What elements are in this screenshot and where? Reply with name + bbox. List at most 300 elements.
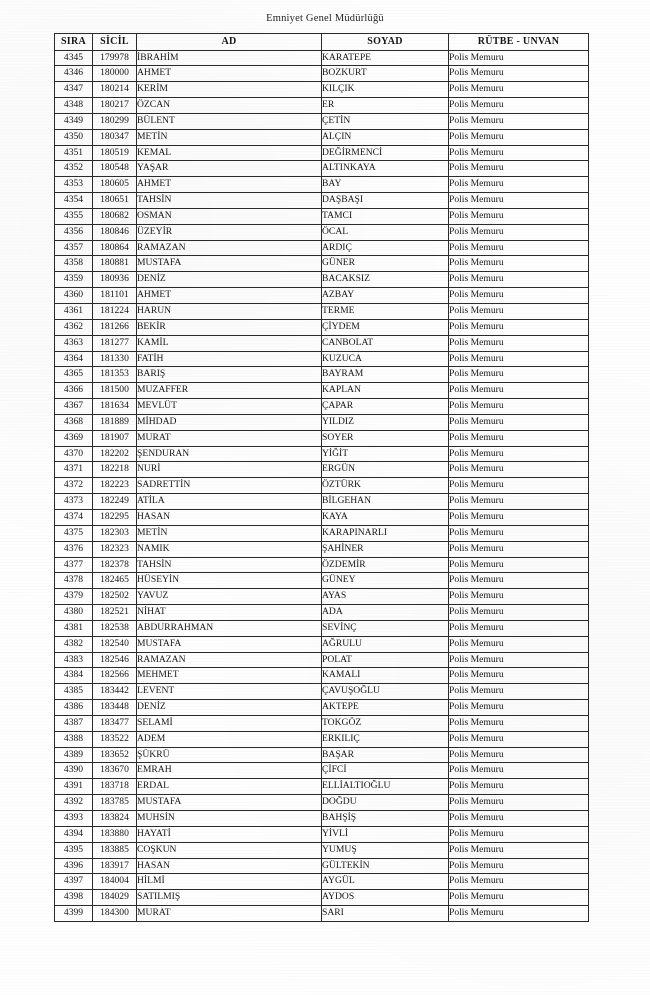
cell-rutbe: Polis Memuru (449, 842, 589, 858)
table-row (55, 145, 589, 161)
cell-sicil: 182465 (93, 573, 137, 589)
cell-rutbe: Polis Memuru (449, 811, 589, 827)
cell-soyad: ERKILIÇ (322, 731, 449, 747)
table-row (55, 399, 589, 415)
table-body (55, 50, 589, 921)
cell-sira: 4395 (55, 842, 93, 858)
cell-soyad: ADA (322, 605, 449, 621)
cell-rutbe: Polis Memuru (449, 272, 589, 288)
cell-sicil: 182566 (93, 668, 137, 684)
cell-rutbe: Polis Memuru (449, 605, 589, 621)
cell-sicil: 182378 (93, 557, 137, 573)
cell-ad: ABDURRAHMAN (137, 620, 322, 636)
cell-sicil: 180217 (93, 98, 137, 114)
cell-sicil: 181907 (93, 430, 137, 446)
cell-rutbe: Polis Memuru (449, 589, 589, 605)
cell-ad: KAMİL (137, 335, 322, 351)
cell-ad: HİLMİ (137, 874, 322, 890)
table-row (55, 684, 589, 700)
cell-soyad: GÜNER (322, 256, 449, 272)
cell-rutbe: Polis Memuru (449, 50, 589, 66)
table-header (55, 34, 589, 51)
cell-sira: 4362 (55, 319, 93, 335)
cell-sicil: 182521 (93, 605, 137, 621)
table-row (55, 98, 589, 114)
cell-sicil: 183917 (93, 858, 137, 874)
page-title: Emniyet Genel Müdürlüğü (266, 13, 384, 24)
cell-sira: 4382 (55, 636, 93, 652)
table-row (55, 700, 589, 716)
cell-ad: BARIŞ (137, 367, 322, 383)
cell-rutbe: Polis Memuru (449, 509, 589, 525)
cell-soyad: KAPLAN (322, 383, 449, 399)
cell-sicil: 181500 (93, 383, 137, 399)
cell-soyad: BACAKSIZ (322, 272, 449, 288)
cell-ad: METİN (137, 129, 322, 145)
cell-soyad: ÇİYDEM (322, 319, 449, 335)
cell-soyad: SARI (322, 906, 449, 922)
cell-rutbe: Polis Memuru (449, 351, 589, 367)
cell-sira: 4348 (55, 98, 93, 114)
cell-soyad: ALTINKAYA (322, 161, 449, 177)
cell-ad: OSMAN (137, 208, 322, 224)
cell-rutbe: Polis Memuru (449, 906, 589, 922)
cell-rutbe: Polis Memuru (449, 208, 589, 224)
cell-ad: MUSTAFA (137, 795, 322, 811)
cell-rutbe: Polis Memuru (449, 319, 589, 335)
cell-soyad: AYGÜL (322, 874, 449, 890)
cell-ad: YAŞAR (137, 161, 322, 177)
cell-soyad: SEVİNÇ (322, 620, 449, 636)
cell-sira: 4394 (55, 826, 93, 842)
table-row (55, 288, 589, 304)
cell-sicil: 180548 (93, 161, 137, 177)
cell-ad: NAMIK (137, 541, 322, 557)
cell-ad: DENİZ (137, 700, 322, 716)
cell-rutbe: Polis Memuru (449, 66, 589, 82)
cell-sira: 4370 (55, 446, 93, 462)
cell-sicil: 183880 (93, 826, 137, 842)
cell-sicil: 182502 (93, 589, 137, 605)
cell-sira: 4386 (55, 700, 93, 716)
table-row (55, 906, 589, 922)
cell-rutbe: Polis Memuru (449, 98, 589, 114)
cell-rutbe: Polis Memuru (449, 668, 589, 684)
cell-ad: HÜSEYİN (137, 573, 322, 589)
cell-ad: BEKİR (137, 319, 322, 335)
table-row (55, 811, 589, 827)
cell-sira: 4356 (55, 224, 93, 240)
cell-sira: 4346 (55, 66, 93, 82)
cell-soyad: AYDOS (322, 890, 449, 906)
cell-ad: MUZAFFER (137, 383, 322, 399)
cell-soyad: BAY (322, 177, 449, 193)
cell-ad: TAHSİN (137, 557, 322, 573)
cell-sira: 4368 (55, 414, 93, 430)
cell-rutbe: Polis Memuru (449, 890, 589, 906)
cell-soyad: KARAPINARLI (322, 525, 449, 541)
cell-ad: AHMET (137, 288, 322, 304)
cell-sira: 4350 (55, 129, 93, 145)
table-row (55, 589, 589, 605)
cell-sira: 4380 (55, 605, 93, 621)
column-header-soyad: SOYAD (322, 34, 449, 51)
cell-sicil: 183785 (93, 795, 137, 811)
cell-sicil: 180299 (93, 113, 137, 129)
cell-soyad: GÜLTEKİN (322, 858, 449, 874)
table-row (55, 224, 589, 240)
cell-soyad: AĞRULU (322, 636, 449, 652)
cell-sira: 4366 (55, 383, 93, 399)
cell-rutbe: Polis Memuru (449, 478, 589, 494)
cell-sira: 4375 (55, 525, 93, 541)
cell-sira: 4349 (55, 113, 93, 129)
cell-sira: 4364 (55, 351, 93, 367)
cell-sicil: 182538 (93, 620, 137, 636)
cell-sicil: 183522 (93, 731, 137, 747)
cell-ad: MUSTAFA (137, 636, 322, 652)
cell-ad: ŞÜKRÜ (137, 747, 322, 763)
cell-ad: ŞENDURAN (137, 446, 322, 462)
cell-sicil: 182249 (93, 494, 137, 510)
cell-ad: HASAN (137, 858, 322, 874)
cell-soyad: ÇAPAR (322, 399, 449, 415)
cell-sicil: 180347 (93, 129, 137, 145)
table-row (55, 525, 589, 541)
cell-rutbe: Polis Memuru (449, 177, 589, 193)
cell-sira: 4353 (55, 177, 93, 193)
cell-soyad: ERGÜN (322, 462, 449, 478)
column-header-sira: SIRA (55, 34, 93, 51)
cell-sicil: 181634 (93, 399, 137, 415)
table-row (55, 208, 589, 224)
table-row (55, 573, 589, 589)
cell-ad: DENİZ (137, 272, 322, 288)
table-row (55, 50, 589, 66)
cell-sira: 4393 (55, 811, 93, 827)
table-row (55, 272, 589, 288)
cell-ad: ERDAL (137, 779, 322, 795)
cell-sicil: 180214 (93, 82, 137, 98)
cell-soyad: ÇİFCİ (322, 763, 449, 779)
table-row (55, 161, 589, 177)
cell-soyad: ÖZDEMİR (322, 557, 449, 573)
table-row (55, 652, 589, 668)
table-row (55, 383, 589, 399)
cell-soyad: ELLİALTIOĞLU (322, 779, 449, 795)
table-row (55, 795, 589, 811)
cell-sicil: 180881 (93, 256, 137, 272)
cell-sicil: 182303 (93, 525, 137, 541)
cell-sira: 4392 (55, 795, 93, 811)
cell-ad: KERİM (137, 82, 322, 98)
cell-sicil: 180936 (93, 272, 137, 288)
cell-ad: AHMET (137, 177, 322, 193)
cell-ad: MURAT (137, 430, 322, 446)
cell-soyad: ARDIÇ (322, 240, 449, 256)
cell-soyad: SOYER (322, 430, 449, 446)
cell-soyad: ÖZTÜRK (322, 478, 449, 494)
cell-rutbe: Polis Memuru (449, 414, 589, 430)
cell-soyad: AYAS (322, 589, 449, 605)
cell-sira: 4388 (55, 731, 93, 747)
cell-soyad: AZBAY (322, 288, 449, 304)
cell-sicil: 182223 (93, 478, 137, 494)
cell-rutbe: Polis Memuru (449, 145, 589, 161)
cell-sira: 4354 (55, 193, 93, 209)
cell-sicil: 182218 (93, 462, 137, 478)
cell-soyad: YUMUŞ (322, 842, 449, 858)
cell-sira: 4372 (55, 478, 93, 494)
table-row (55, 890, 589, 906)
cell-soyad: ÇETİN (322, 113, 449, 129)
table-row (55, 351, 589, 367)
cell-rutbe: Polis Memuru (449, 193, 589, 209)
cell-rutbe: Polis Memuru (449, 557, 589, 573)
cell-sira: 4383 (55, 652, 93, 668)
cell-rutbe: Polis Memuru (449, 858, 589, 874)
table-row (55, 605, 589, 621)
cell-soyad: KILÇIK (322, 82, 449, 98)
table-row (55, 367, 589, 383)
cell-ad: KEMAL (137, 145, 322, 161)
cell-rutbe: Polis Memuru (449, 240, 589, 256)
cell-ad: YAVUZ (137, 589, 322, 605)
cell-sira: 4357 (55, 240, 93, 256)
cell-sicil: 183442 (93, 684, 137, 700)
cell-sira: 4385 (55, 684, 93, 700)
cell-sira: 4374 (55, 509, 93, 525)
cell-rutbe: Polis Memuru (449, 161, 589, 177)
cell-ad: ÜZEYİR (137, 224, 322, 240)
cell-sicil: 184029 (93, 890, 137, 906)
cell-ad: TAHSİN (137, 193, 322, 209)
cell-sicil: 181266 (93, 319, 137, 335)
cell-ad: METİN (137, 525, 322, 541)
cell-ad: HAYATİ (137, 826, 322, 842)
cell-ad: LEVENT (137, 684, 322, 700)
cell-sicil: 179978 (93, 50, 137, 66)
cell-ad: RAMAZAN (137, 240, 322, 256)
cell-rutbe: Polis Memuru (449, 399, 589, 415)
table-row (55, 335, 589, 351)
cell-sicil: 182202 (93, 446, 137, 462)
cell-sicil: 183448 (93, 700, 137, 716)
cell-sira: 4369 (55, 430, 93, 446)
cell-soyad: BOZKURT (322, 66, 449, 82)
cell-sira: 4351 (55, 145, 93, 161)
table-row (55, 636, 589, 652)
cell-rutbe: Polis Memuru (449, 383, 589, 399)
cell-sira: 4397 (55, 874, 93, 890)
table-row (55, 715, 589, 731)
cell-sicil: 182540 (93, 636, 137, 652)
cell-rutbe: Polis Memuru (449, 874, 589, 890)
cell-soyad: GÜNEY (322, 573, 449, 589)
cell-ad: MEVLÜT (137, 399, 322, 415)
cell-soyad: BİLGEHAN (322, 494, 449, 510)
cell-soyad: YILDIZ (322, 414, 449, 430)
cell-ad: MURAT (137, 906, 322, 922)
table-row (55, 430, 589, 446)
table-row (55, 82, 589, 98)
cell-ad: MUHSİN (137, 811, 322, 827)
cell-rutbe: Polis Memuru (449, 715, 589, 731)
table-row (55, 557, 589, 573)
cell-rutbe: Polis Memuru (449, 795, 589, 811)
cell-soyad: KUZUCA (322, 351, 449, 367)
cell-sira: 4365 (55, 367, 93, 383)
cell-sira: 4389 (55, 747, 93, 763)
cell-ad: COŞKUN (137, 842, 322, 858)
cell-rutbe: Polis Memuru (449, 256, 589, 272)
table-row (55, 747, 589, 763)
cell-sicil: 182323 (93, 541, 137, 557)
cell-sicil: 180000 (93, 66, 137, 82)
cell-sira: 4355 (55, 208, 93, 224)
cell-ad: MUSTAFA (137, 256, 322, 272)
cell-sicil: 184300 (93, 906, 137, 922)
cell-rutbe: Polis Memuru (449, 573, 589, 589)
cell-rutbe: Polis Memuru (449, 826, 589, 842)
column-header-ad: AD (137, 34, 322, 51)
table-row (55, 509, 589, 525)
cell-ad: SATILMIŞ (137, 890, 322, 906)
cell-sira: 4376 (55, 541, 93, 557)
cell-ad: RAMAZAN (137, 652, 322, 668)
table-row (55, 177, 589, 193)
cell-soyad: ÖCAL (322, 224, 449, 240)
cell-sicil: 181353 (93, 367, 137, 383)
cell-sira: 4371 (55, 462, 93, 478)
cell-soyad: BAYRAM (322, 367, 449, 383)
table-row (55, 763, 589, 779)
cell-rutbe: Polis Memuru (449, 652, 589, 668)
cell-ad: MİHDAD (137, 414, 322, 430)
cell-rutbe: Polis Memuru (449, 747, 589, 763)
cell-sicil: 180846 (93, 224, 137, 240)
cell-ad: ÖZCAN (137, 98, 322, 114)
cell-sira: 4367 (55, 399, 93, 415)
cell-soyad: YİĞİT (322, 446, 449, 462)
cell-ad: ADEM (137, 731, 322, 747)
cell-ad: ATİLA (137, 494, 322, 510)
cell-sira: 4398 (55, 890, 93, 906)
cell-rutbe: Polis Memuru (449, 129, 589, 145)
table-row (55, 240, 589, 256)
table-row (55, 66, 589, 82)
cell-sira: 4347 (55, 82, 93, 98)
cell-ad: BÜLENT (137, 113, 322, 129)
cell-ad: NİHAT (137, 605, 322, 621)
cell-ad: SELAMİ (137, 715, 322, 731)
cell-sira: 4373 (55, 494, 93, 510)
cell-rutbe: Polis Memuru (449, 335, 589, 351)
cell-rutbe: Polis Memuru (449, 779, 589, 795)
cell-sicil: 180864 (93, 240, 137, 256)
table-header-row (55, 34, 589, 51)
cell-sira: 4396 (55, 858, 93, 874)
table-row (55, 129, 589, 145)
cell-soyad: POLAT (322, 652, 449, 668)
personnel-roster-table (54, 33, 589, 922)
cell-rutbe: Polis Memuru (449, 636, 589, 652)
cell-soyad: TERME (322, 304, 449, 320)
cell-sicil: 181277 (93, 335, 137, 351)
table-row (55, 494, 589, 510)
cell-sicil: 181889 (93, 414, 137, 430)
cell-sicil: 183885 (93, 842, 137, 858)
cell-soyad: DAŞBAŞI (322, 193, 449, 209)
cell-soyad: CANBOLAT (322, 335, 449, 351)
cell-soyad: ŞAHİNER (322, 541, 449, 557)
table-row (55, 731, 589, 747)
cell-sira: 4384 (55, 668, 93, 684)
cell-rutbe: Polis Memuru (449, 224, 589, 240)
cell-soyad: BAHŞİŞ (322, 811, 449, 827)
cell-rutbe: Polis Memuru (449, 430, 589, 446)
cell-sira: 4379 (55, 589, 93, 605)
table-row (55, 462, 589, 478)
cell-soyad: ÇAVUŞOĞLU (322, 684, 449, 700)
column-header-rutbe: RÜTBE - UNVAN (449, 34, 589, 51)
cell-sira: 4390 (55, 763, 93, 779)
cell-rutbe: Polis Memuru (449, 525, 589, 541)
cell-ad: HARUN (137, 304, 322, 320)
table-row (55, 541, 589, 557)
table-row (55, 446, 589, 462)
cell-ad: FATİH (137, 351, 322, 367)
cell-sira: 4359 (55, 272, 93, 288)
cell-soyad: ER (322, 98, 449, 114)
cell-sira: 4345 (55, 50, 93, 66)
table-row (55, 826, 589, 842)
cell-rutbe: Polis Memuru (449, 367, 589, 383)
table-row (55, 842, 589, 858)
cell-sicil: 181330 (93, 351, 137, 367)
cell-soyad: DOĞDU (322, 795, 449, 811)
cell-rutbe: Polis Memuru (449, 494, 589, 510)
cell-ad: HASAN (137, 509, 322, 525)
cell-sira: 4387 (55, 715, 93, 731)
cell-soyad: KARATEPE (322, 50, 449, 66)
cell-rutbe: Polis Memuru (449, 700, 589, 716)
cell-rutbe: Polis Memuru (449, 82, 589, 98)
table-row (55, 414, 589, 430)
cell-sicil: 183718 (93, 779, 137, 795)
cell-sicil: 181224 (93, 304, 137, 320)
cell-sicil: 183824 (93, 811, 137, 827)
cell-rutbe: Polis Memuru (449, 684, 589, 700)
cell-sicil: 183477 (93, 715, 137, 731)
table-row (55, 779, 589, 795)
cell-sicil: 180682 (93, 208, 137, 224)
cell-sicil: 181101 (93, 288, 137, 304)
cell-ad: AHMET (137, 66, 322, 82)
cell-soyad: BAŞAR (322, 747, 449, 763)
cell-soyad: ALÇIN (322, 129, 449, 145)
cell-rutbe: Polis Memuru (449, 731, 589, 747)
table-row (55, 113, 589, 129)
table-row (55, 620, 589, 636)
table-row (55, 858, 589, 874)
cell-ad: MEHMET (137, 668, 322, 684)
cell-sicil: 182546 (93, 652, 137, 668)
cell-sira: 4358 (55, 256, 93, 272)
cell-rutbe: Polis Memuru (449, 113, 589, 129)
cell-rutbe: Polis Memuru (449, 763, 589, 779)
cell-rutbe: Polis Memuru (449, 620, 589, 636)
